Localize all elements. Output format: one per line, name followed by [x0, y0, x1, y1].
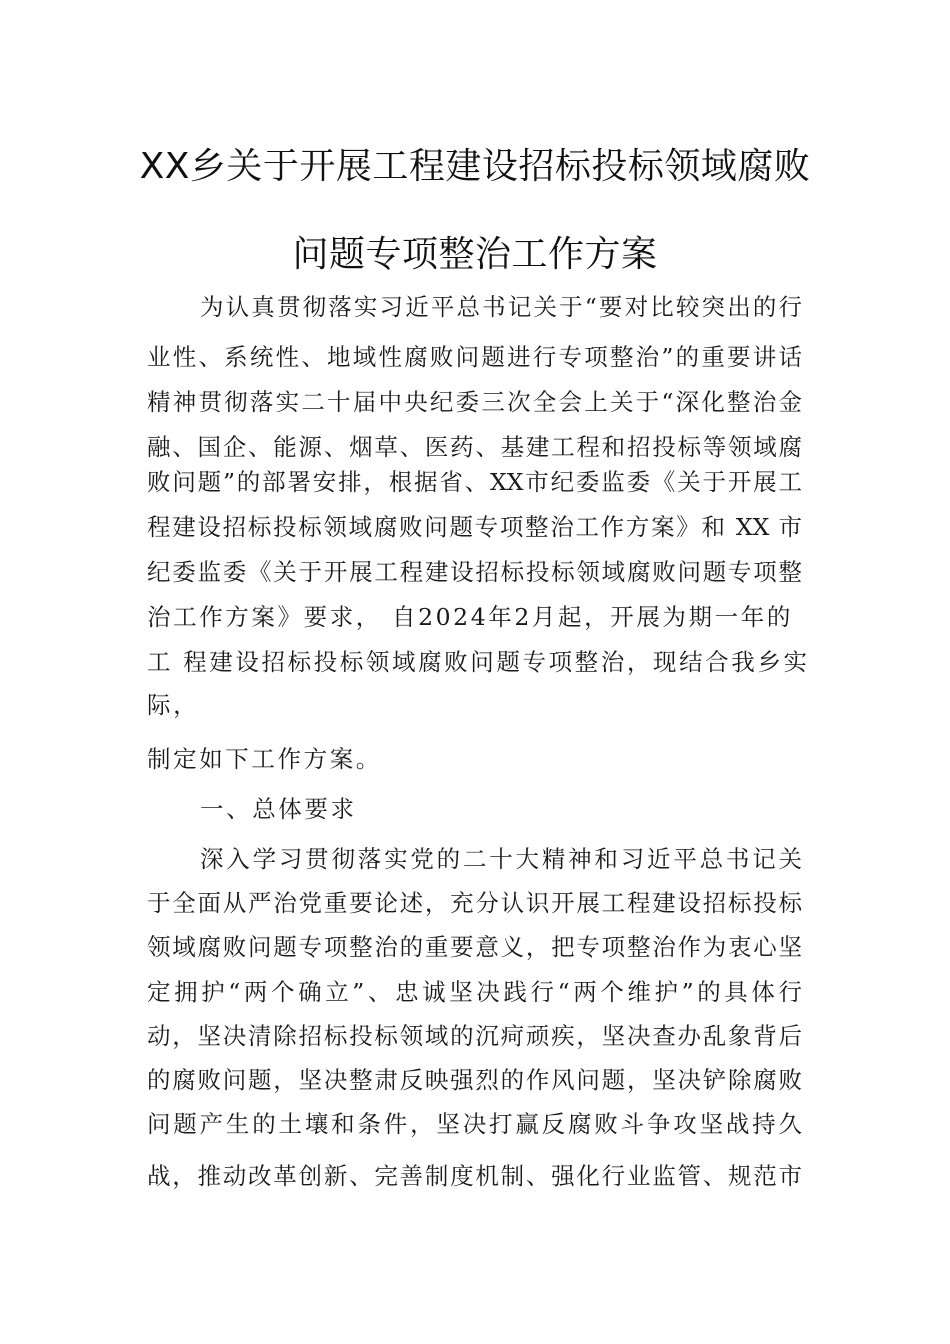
document-title-line-1: XX乡关于开展工程建设招标投标领域腐败 — [139, 146, 811, 187]
paragraph-line: 于全面从严治党重要论述，充分认识开展工程建设招标投标 — [147, 889, 802, 917]
paragraph-line: 动，坚决清除招标投标领域的沉疴顽疾，坚决查办乱象背后 — [147, 1022, 802, 1050]
document-title-line-2: 问题专项整治工作方案 — [292, 234, 658, 275]
paragraph-line: 战，推动改革创新、完善制度机制、强化行业监管、规范市 — [147, 1162, 802, 1190]
paragraph-line: 工 程建设招标投标领域腐败问题专项整治，现结合我乡实 — [147, 648, 810, 676]
paragraph-line: 问题产生的土壤和条件，坚决打赢反腐败斗争攻坚战持久 — [147, 1110, 802, 1138]
paragraph-line: 败问题”的部署安排，根据省、XX市纪委监委《关于开展工 — [147, 468, 802, 496]
paragraph-line: 纪委监委《关于开展工程建设招标投标领域腐败问题专项整 — [147, 558, 802, 586]
paragraph-line: 程建设招标投标领域腐败问题专项整治工作方案》和 XX 市 — [147, 513, 802, 541]
paragraph-line: 的腐败问题，坚决整肃反映强烈的作风问题，坚决铲除腐败 — [147, 1066, 802, 1094]
paragraph-line: 定拥护“两个确立”、忠诚坚决践行“两个维护”的具体行 — [147, 978, 802, 1006]
paragraph-line: 际， — [147, 691, 200, 719]
paragraph-line: 融、国企、能源、烟草、医药、基建工程和招投标等领域腐 — [147, 433, 802, 461]
paragraph-line: 精神贯彻落实二十届中央纪委三次全会上关于“深化整治金 — [147, 388, 802, 416]
paragraph-line: 治工作方案》要求， 自2024年2月起，开展为期一年的 — [147, 603, 793, 631]
paragraph-line: 业性、系统性、地域性腐败问题进行专项整治”的重要讲话 — [147, 343, 802, 371]
section-heading: 一、总体要求 — [200, 795, 357, 823]
paragraph-line: 制定如下工作方案。 — [147, 745, 382, 773]
paragraph-line: 领域腐败问题专项整治的重要意义，把专项整治作为衷心坚 — [147, 933, 802, 961]
paragraph-line: 深入学习贯彻落实党的二十大精神和习近平总书记关 — [200, 845, 802, 873]
paragraph-line: 为认真贯彻落实习近平总书记关于“要对比较突出的行 — [200, 293, 802, 321]
